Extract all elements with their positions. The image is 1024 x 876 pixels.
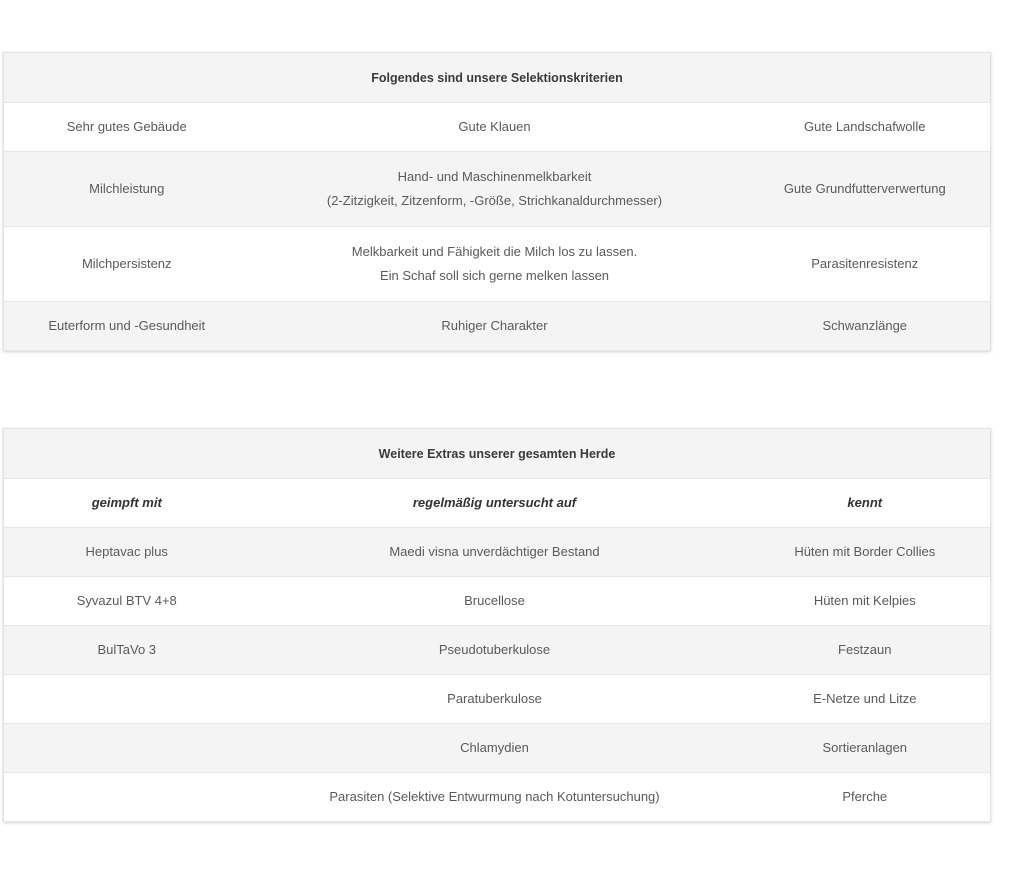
table-cell (250, 227, 740, 302)
table-row (4, 724, 991, 773)
cell-line: Ein Schaf soll sich gerne melken lassen (379, 268, 610, 283)
selection-criteria-table (3, 52, 991, 351)
table-cell (4, 724, 250, 773)
table-row (4, 528, 991, 577)
table-cell: Schwanzlänge (740, 302, 991, 351)
table-row (4, 152, 991, 227)
table-cell: Syvazul BTV 4+8 (4, 577, 250, 626)
table-cell: Maedi visna unverdächtiger Bestand (250, 528, 740, 577)
table-cell: Sehr gutes Gebäude (4, 103, 250, 152)
table-title: Weitere Extras unserer gesamten Herde (4, 429, 991, 479)
column-header: kennt (740, 479, 991, 528)
table-cell: BulTaVo 3 (4, 626, 250, 675)
table-cell: Paratuberkulose (250, 675, 740, 724)
cell-line: Hand- und Maschinenmelkbarkeit (397, 169, 592, 184)
table-cell: Parasitenresistenz (740, 227, 991, 302)
table-cell: Heptavac plus (4, 528, 250, 577)
table-cell: Sortieranlagen (740, 724, 991, 773)
table-cell: Milchleistung (4, 152, 250, 227)
table-row (4, 773, 991, 822)
table-row (4, 227, 991, 302)
table-cell: Brucellose (250, 577, 740, 626)
table-row (4, 103, 991, 152)
table-cell: Ruhiger Charakter (250, 302, 740, 351)
table-cell (4, 773, 250, 822)
table-cell: Pferche (740, 773, 991, 822)
column-header: regelmäßig untersucht auf (250, 479, 740, 528)
cell-line: (2-Zitzigkeit, Zitzenform, -Größe, Strichkanaldurchmesser) (326, 193, 663, 208)
cell-line: Melkbarkeit und Fähigkeit die Milch los zu lassen. (351, 244, 638, 259)
table-cell: Euterform und -Gesundheit (4, 302, 250, 351)
table-title: Folgendes sind unsere Selektionskriterien (4, 53, 991, 103)
table-cell: Gute Grundfutterverwertung (740, 152, 991, 227)
table-cell: Hüten mit Kelpies (740, 577, 991, 626)
table-row (4, 302, 991, 351)
table-cell: Gute Klauen (250, 103, 740, 152)
column-header: geimpft mit (4, 479, 250, 528)
table-row (4, 675, 991, 724)
table-cell: Hüten mit Border Collies (740, 528, 991, 577)
table-row (4, 626, 991, 675)
table-header-row (4, 479, 991, 528)
table-cell: Gute Landschafwolle (740, 103, 991, 152)
table-cell (250, 152, 740, 227)
table-cell: Chlamydien (250, 724, 740, 773)
table-row (4, 577, 991, 626)
herd-extras-table (3, 428, 991, 822)
table-cell: Festzaun (740, 626, 991, 675)
table-cell: E-Netze und Litze (740, 675, 991, 724)
table-cell: Pseudotuberkulose (250, 626, 740, 675)
table-cell: Parasiten (Selektive Entwurmung nach Kotuntersuchung) (250, 773, 740, 822)
table-cell: Milchpersistenz (4, 227, 250, 302)
table-cell (4, 675, 250, 724)
